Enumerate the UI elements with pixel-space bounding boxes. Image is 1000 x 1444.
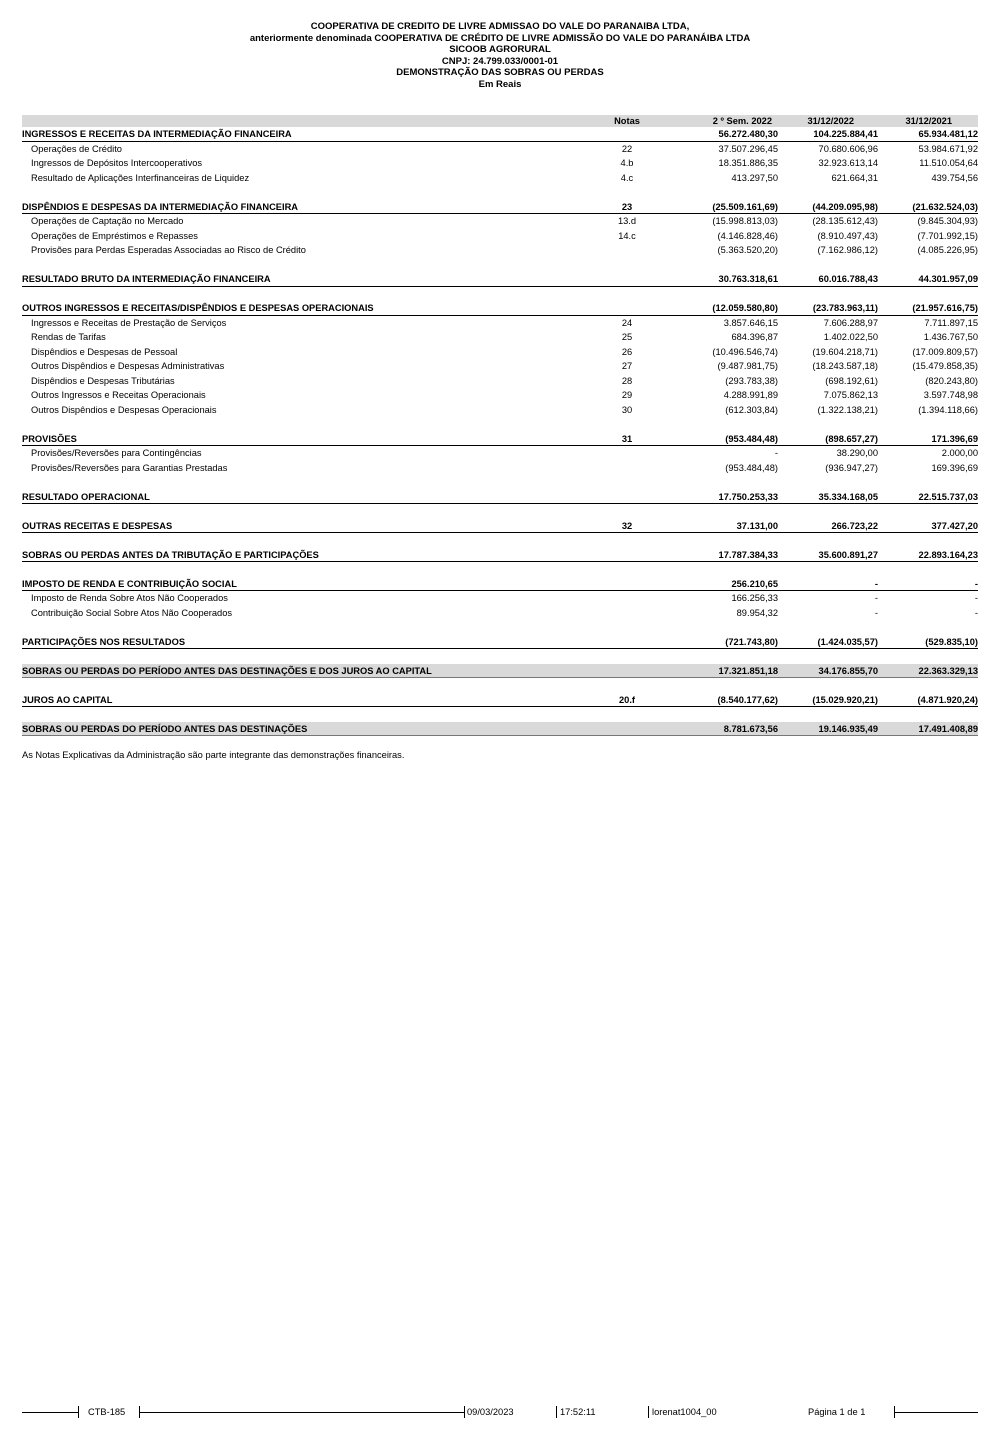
row-value-1: 37.131,00 (736, 520, 778, 531)
row-value-3: (21.957.616,75) (912, 303, 978, 313)
row-value-1: (612.303,84) (725, 404, 778, 415)
row-value-2: (936.947,27) (825, 462, 878, 473)
row-value-2: 621.664,31 (831, 172, 878, 183)
footer-page-number: Página 1 de 1 (808, 1407, 866, 1417)
row-value-2: 104.225.884,41 (813, 129, 878, 139)
footnote: As Notas Explicativas da Administração são parte integrante das demonstrações financeiras. (22, 750, 405, 760)
column-header-notes: Notas (614, 116, 640, 126)
row-value-3: 377.427,20 (931, 520, 978, 531)
row-value-2: 35.334.168,05 (818, 491, 878, 502)
row-value-3: - (974, 593, 978, 603)
header-line-4: CNPJ: 24.799.033/0001-01 (441, 55, 559, 67)
row-label: Provisões/Reversões para Garantias Prestadas (31, 462, 228, 473)
header-line-2: anteriormente denominada COOPERATIVA DE CRÉDITO DE LIVRE ADMISSÃO DO VALE DO PARANÁIBA LTDA (249, 32, 751, 44)
row-value-2: 266.723,22 (831, 520, 878, 531)
header-line-5: DEMONSTRAÇÃO DAS SOBRAS OU PERDAS (396, 67, 604, 79)
row-value-3: 22.363.329,13 (918, 665, 978, 676)
row-label: Ingressos de Depósitos Intercooperativos (31, 158, 203, 168)
row-label: Operações de Captação no Mercado (31, 216, 184, 226)
row-notes: 30 (621, 404, 633, 415)
row-spacer (22, 475, 978, 490)
page-footer (22, 1404, 978, 1420)
row-value-2: (23.783.963,11) (812, 303, 878, 313)
row-label: Outros Dispêndios e Despesas Operacionais (31, 404, 217, 415)
row-value-2: (698.192,61) (825, 375, 878, 386)
row-value-1: 17.750.253,33 (718, 491, 778, 502)
row-label: RESULTADO BRUTO DA INTERMEDIAÇÃO FINANCEIRA (22, 274, 271, 284)
column-header-period-3: 31/12/2021 (905, 116, 952, 126)
row-value-2: (19.604.218,71) (812, 346, 878, 357)
row-label: PROVISÕES (22, 433, 77, 444)
row-value-2: (15.029.920,21) (812, 694, 878, 705)
row-value-3: (9.845.304,93) (917, 216, 978, 226)
row-value-3: 53.984.671,92 (918, 143, 978, 154)
row-value-1: (12.059.580,80) (712, 303, 778, 313)
row-label: Contribuição Social Sobre Atos Não Cooperados (31, 607, 233, 618)
table-row (22, 548, 978, 563)
row-notes: 14.c (618, 230, 636, 241)
row-label: Provisões para Perdas Esperadas Associadas ao Risco de Crédito (31, 245, 306, 255)
table-row (22, 693, 978, 708)
row-value-1: 3.857.646,15 (723, 317, 778, 328)
row-value-3: 7.711.897,15 (924, 317, 978, 328)
table-row (22, 330, 978, 345)
row-value-1: 256.210,65 (731, 578, 778, 589)
row-notes: 26 (621, 346, 633, 357)
row-spacer (22, 562, 978, 577)
row-label: Ingressos e Receitas de Prestação de Serviços (31, 317, 227, 328)
table-row (22, 243, 978, 258)
table-row (22, 214, 978, 229)
row-spacer (22, 417, 978, 432)
row-label: SOBRAS OU PERDAS DO PERÍODO ANTES DAS DESTINAÇÕES E DOS JUROS AO CAPITAL (22, 665, 432, 676)
row-value-3: 17.491.408,89 (918, 723, 978, 734)
row-value-1: 166.256,33 (731, 593, 778, 603)
table-row (22, 388, 978, 403)
row-notes: 28 (621, 375, 633, 386)
row-value-1: 17.787.384,33 (718, 549, 778, 560)
row-label: Outros Ingressos e Receitas Operacionais (31, 390, 206, 400)
row-label: DISPÊNDIOS E DESPESAS DA INTERMEDIAÇÃO FINANCEIRA (22, 201, 299, 212)
header-line-1: COOPERATIVA DE CREDITO DE LIVRE ADMISSAO DO VALE DO PARANAIBA LTDA, (310, 21, 690, 32)
row-value-2: 7.075.862,13 (823, 390, 878, 400)
table-row (22, 272, 978, 287)
row-label: Operações de Crédito (31, 143, 122, 154)
table-row (22, 664, 978, 679)
row-label: PARTICIPAÇÕES NOS RESULTADOS (22, 636, 186, 647)
row-value-1: 37.507.296,45 (718, 143, 778, 154)
table-row (22, 461, 978, 476)
row-value-3: 65.934.481,12 (918, 129, 978, 139)
row-spacer (22, 678, 978, 693)
row-value-3: 1.436.767,50 (923, 332, 978, 342)
row-value-3: (4.085.226,95) (917, 245, 978, 255)
table-row (22, 591, 978, 606)
row-value-1: 413.297,50 (731, 172, 778, 183)
row-value-3: - (974, 578, 978, 589)
footer-divider (648, 1406, 649, 1418)
row-value-1: (953.484,48) (725, 433, 778, 444)
table-row (22, 127, 978, 142)
row-value-1: 8.781.673,56 (723, 723, 778, 734)
header-line-3: SICOOB AGRORURAL (449, 44, 551, 56)
row-notes: 20.f (618, 694, 636, 705)
row-label: IMPOSTO DE RENDA E CONTRIBUIÇÃO SOCIAL (22, 578, 237, 589)
row-value-1: 56.272.480,30 (718, 129, 778, 139)
row-spacer (22, 185, 978, 200)
row-spacer (22, 258, 978, 273)
table-row (22, 403, 978, 418)
row-value-2: 1.402.022,50 (823, 332, 878, 342)
column-header-row (22, 115, 978, 127)
row-label: Resultado de Aplicações Interfinanceiras de Liquidez (31, 172, 250, 183)
row-notes: 31 (621, 433, 633, 444)
row-value-2: 35.600.891,27 (818, 549, 878, 560)
table-row (22, 577, 978, 592)
row-value-3: (4.871.920,24) (917, 694, 978, 705)
row-notes: 4.c (620, 172, 634, 183)
table-row (22, 359, 978, 374)
row-label: Rendas de Tarifas (31, 332, 106, 342)
row-value-3: 171.396,69 (931, 433, 978, 444)
income-statement-table (22, 115, 978, 736)
row-label: Operações de Empréstimos e Repasses (31, 230, 198, 241)
row-value-1: (721.743,80) (725, 636, 778, 647)
row-value-2: (1.322.138,21) (817, 404, 878, 415)
row-value-2: 70.680.606,96 (818, 143, 878, 154)
row-label: Outros Dispêndios e Despesas Administrativas (31, 361, 225, 371)
table-row (22, 722, 978, 737)
row-value-1: (15.998.813,03) (712, 216, 778, 226)
row-value-3: (820.243,80) (925, 375, 978, 386)
row-label: Provisões/Reversões para Contingências (31, 448, 202, 458)
row-value-1: (8.540.177,62) (717, 694, 778, 705)
row-label: OUTRAS RECEITAS E DESPESAS (22, 520, 173, 531)
table-row (22, 229, 978, 244)
footer-time: 17:52:11 (560, 1407, 596, 1417)
row-spacer (22, 707, 978, 722)
footer-date: 09/03/2023 (467, 1407, 514, 1417)
row-value-3: (21.632.524,03) (912, 201, 978, 212)
row-value-3: (529.835,10) (925, 636, 978, 647)
row-label: OUTROS INGRESSOS E RECEITAS/DISPÊNDIOS E DESPESAS OPERACIONAIS (22, 303, 374, 313)
table-row (22, 345, 978, 360)
row-notes: 23 (621, 201, 633, 212)
row-label: Imposto de Renda Sobre Atos Não Cooperados (31, 593, 228, 603)
row-value-1: 684.396,87 (731, 332, 778, 342)
row-value-2: (18.243.587,18) (812, 361, 878, 371)
table-row (22, 432, 978, 447)
row-value-2: (44.209.095,98) (812, 201, 878, 212)
row-value-2: 38.290,00 (836, 448, 878, 458)
row-value-2: (28.135.612,43) (812, 216, 878, 226)
row-value-2: 60.016.788,43 (818, 274, 878, 284)
table-row (22, 519, 978, 534)
row-notes: 27 (621, 361, 633, 371)
row-value-3: (17.009.809,57) (912, 346, 978, 357)
row-value-2: (1.424.035,57) (817, 636, 878, 647)
row-value-2: - (874, 593, 878, 603)
row-label: Dispêndios e Despesas de Pessoal (31, 346, 178, 357)
row-value-3: 44.301.957,09 (918, 274, 978, 284)
row-value-1: 17.321.851,18 (718, 665, 778, 676)
row-value-3: 22.893.164,23 (918, 549, 978, 560)
row-value-1: 18.351.886,35 (718, 158, 778, 168)
row-value-3: 439.754,56 (931, 172, 978, 183)
row-value-3: - (974, 607, 978, 618)
row-value-1: (293.783,38) (725, 375, 778, 386)
row-spacer (22, 649, 978, 664)
document-header (0, 21, 1000, 91)
table-row (22, 490, 978, 505)
table-row (22, 171, 978, 186)
row-spacer (22, 620, 978, 635)
footer-user: lorenat1004_00 (652, 1407, 717, 1417)
footer-rule (139, 1412, 464, 1413)
row-value-3: (15.479.858,35) (912, 361, 978, 371)
row-value-3: 169.396,69 (931, 462, 978, 473)
row-value-1: (5.363.520,20) (717, 245, 778, 255)
footer-rule (22, 1412, 78, 1413)
row-value-1: (4.146.828,46) (717, 230, 778, 241)
row-value-1: 89.954,32 (736, 607, 778, 618)
row-value-1: (9.487.981,75) (717, 361, 778, 371)
row-notes: 25 (621, 332, 633, 342)
footer-divider (464, 1406, 465, 1418)
row-value-1: 30.763.318,61 (718, 274, 778, 284)
footer-divider (78, 1406, 79, 1418)
table-row (22, 316, 978, 331)
column-header-period-1: 2 º Sem. 2022 (712, 116, 772, 126)
row-spacer (22, 287, 978, 302)
table-row (22, 606, 978, 621)
table-row (22, 446, 978, 461)
row-value-3: 22.515.737,03 (918, 491, 978, 502)
row-value-2: 19.146.935,49 (818, 723, 878, 734)
row-value-2: (898.657,27) (825, 433, 878, 444)
header-line-6: Em Reais (478, 78, 522, 90)
row-value-2: - (874, 578, 878, 589)
row-label: SOBRAS OU PERDAS DO PERÍODO ANTES DAS DESTINAÇÕES (22, 723, 308, 734)
table-row (22, 156, 978, 171)
footer-divider (556, 1406, 557, 1418)
row-notes: 4.b (620, 158, 634, 168)
row-label: Dispêndios e Despesas Tributárias (31, 375, 175, 386)
row-value-1: - (774, 448, 778, 458)
row-value-1: 4.288.991,89 (723, 390, 778, 400)
row-value-2: 32.923.613,14 (818, 158, 878, 168)
table-row (22, 635, 978, 650)
row-value-3: 3.597.748,98 (923, 390, 978, 400)
row-value-2: 7.606.288,97 (823, 317, 878, 328)
row-notes: 32 (621, 520, 633, 531)
row-label: SOBRAS OU PERDAS ANTES DA TRIBUTAÇÃO E PARTICIPAÇÕES (22, 549, 319, 560)
row-notes: 29 (621, 390, 633, 400)
row-value-2: - (874, 607, 878, 618)
row-spacer (22, 504, 978, 519)
row-spacer (22, 533, 978, 548)
row-label: RESULTADO OPERACIONAL (22, 491, 150, 502)
table-row (22, 142, 978, 157)
row-value-3: (1.394.118,66) (918, 404, 978, 415)
table-row (22, 301, 978, 316)
row-label: INGRESSOS E RECEITAS DA INTERMEDIAÇÃO FINANCEIRA (22, 129, 292, 139)
row-notes: 22 (621, 143, 633, 154)
footer-rule (894, 1412, 978, 1413)
row-value-1: (10.496.546,74) (712, 346, 778, 357)
table-row (22, 200, 978, 215)
row-value-2: (8.910.497,43) (817, 230, 878, 241)
footer-report-code: CTB-185 (88, 1407, 126, 1417)
row-value-3: 11.510.054,64 (919, 158, 978, 168)
row-label: JUROS AO CAPITAL (22, 694, 113, 705)
column-header-period-2: 31/12/2022 (807, 116, 854, 126)
row-value-3: (7.701.992,15) (917, 230, 978, 241)
row-value-1: (953.484,48) (725, 462, 778, 473)
row-value-2: 34.176.855,70 (818, 665, 878, 676)
row-notes: 13.d (617, 216, 637, 226)
row-value-2: (7.162.986,12) (817, 245, 878, 255)
table-row (22, 374, 978, 389)
row-value-3: 2.000,00 (941, 448, 978, 458)
row-value-1: (25.509.161,69) (712, 201, 778, 212)
row-notes: 24 (621, 317, 633, 328)
